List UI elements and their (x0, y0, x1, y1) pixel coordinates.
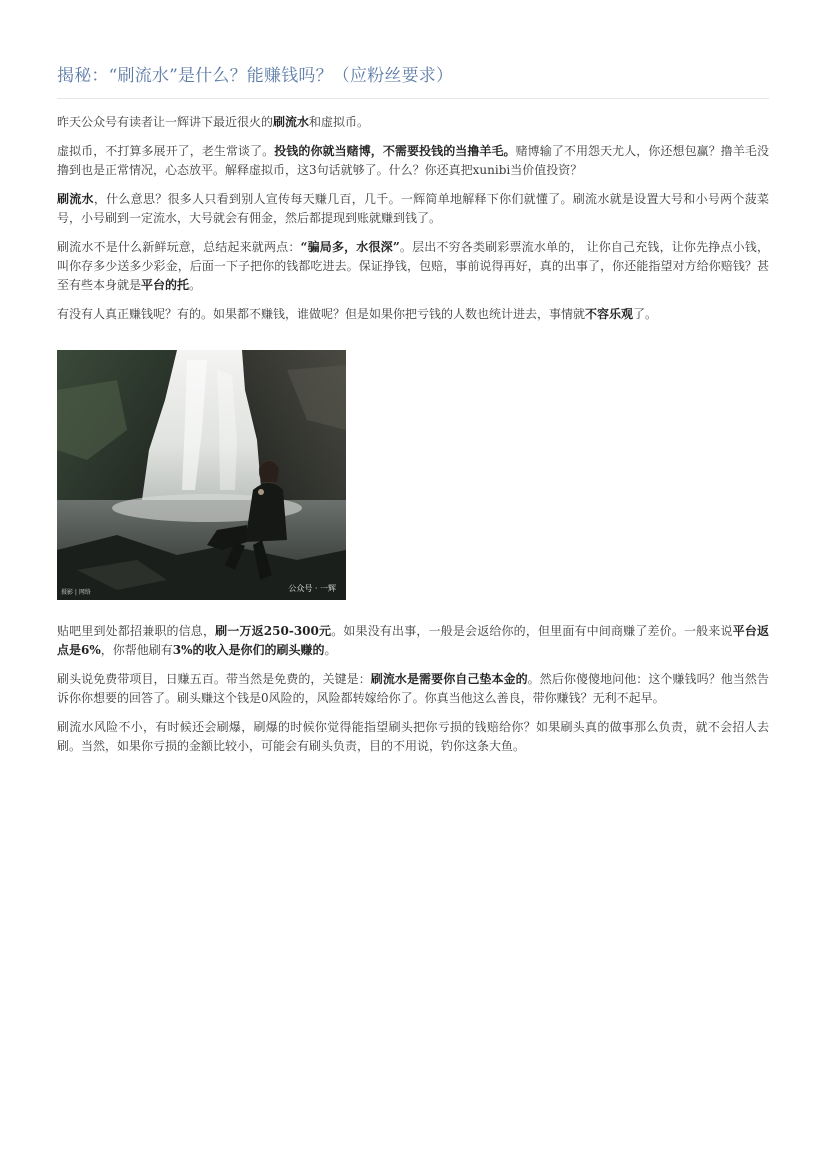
body-text: 贴吧里到处都招兼职的信息， (57, 624, 216, 638)
body-text: 有没有人真正赚钱呢？有的。如果都不赚钱，谁做呢？但是如果你把亏钱的人数也统计进去，事情就 (57, 307, 586, 321)
body-text: 。 (324, 643, 337, 657)
emphasis-text: 投钱的你就当赌博，不需要投钱的当撸羊毛。 (274, 144, 516, 158)
paragraph-risks (57, 718, 769, 756)
body-text: ，什么意思？很多人只看到别人宣传每天赚几百，几千。一辉简单地解释下你们就懂了。刷流水就是设置大号和小号两个菠菜号，小号刷到一定流水，大号就会有佣金，然后都提现到账就赚到钱了。 (57, 192, 769, 225)
paragraph-virtual-currency (57, 142, 769, 180)
paragraph-what-is-brushing (57, 190, 769, 228)
emphasis-text: 不容乐观 (585, 307, 634, 321)
emphasis-text: 刷流水是需要你自己垫本金的 (370, 672, 528, 686)
photo-watermark: 公众号 · 一辉 (288, 584, 336, 593)
emphasis-text: 刷流水 (57, 192, 94, 206)
article-page (57, 0, 769, 756)
body-text: 。然后你傻傻地问他：这个赚钱吗？他当然告诉你你想要的回答了。刷头赚这个钱是0风险的，风险都转嫁给你了。你真当他这么善良，带你赚钱？无利不起早。 (57, 672, 769, 705)
body-text: 刷头说免费带项目，日赚五百。带当然是免费的，关键是： (57, 672, 371, 686)
body-text: 了。 (633, 307, 658, 321)
title-divider (57, 98, 769, 99)
paragraph-intro (57, 113, 769, 132)
emphasis-text: 刷流水 (273, 115, 310, 129)
body-text: 。层出不穷各类刷彩票流水单的， 让你自己充钱，让你先挣点小钱，叫你存多少送多少彩金，后面一下子把你的钱都吃进去。保证挣钱，包赔，事前说得再好，真的出事了，你还能指望对方给你赔钱？甚至有些本身就是 (57, 240, 769, 292)
body-text: 和虚拟币。 (309, 115, 370, 129)
emphasis-text: 平台的托 (141, 278, 190, 292)
body-text: 刷流水不是什么新鲜玩意，总结起来就两点： (57, 240, 301, 254)
emphasis-text: 平台返点是6% (57, 624, 769, 657)
emphasis-text: “骗局多，水很深” (300, 240, 400, 254)
emphasis-text: 刷一万返250-300元 (215, 624, 332, 638)
body-text: 刷流水风险不小，有时候还会刷爆，刷爆的时候你觉得能指望刷头把你亏损的钱赔给你？如果刷头真的做事那么负责，就不会招人去刷。当然，如果你亏损的金额比较小，可能会有刷头负责，目的不用说，钓你这条大鱼。 (57, 720, 769, 753)
paragraph-scams (57, 238, 769, 295)
paragraph-free-project (57, 670, 769, 708)
paragraph-rebates (57, 622, 769, 660)
body-text: 昨天公众号有读者让一辉讲下最近很火的 (57, 115, 274, 129)
paragraph-who-earns (57, 305, 769, 324)
emphasis-text: 3%的收入是你们的刷头赚的 (172, 643, 325, 657)
article-title: 揭秘：“刷流水”是什么？能赚钱吗？（应粉丝要求） (57, 66, 454, 86)
body-text: 。如果没有出事，一般是会返给你的，但里面有中间商赚了差价。一般来说 (331, 624, 733, 638)
photo-credit: 摄影 | 网络 (61, 589, 91, 596)
body-text: 赌博输了不用怨天尤人，你还想包赢？撸羊毛没撸到也是正常情况，心态放平。解释虚拟币，这3句话就够了。什么？你还真把xunibi当价值投资？ (57, 144, 769, 177)
body-text: 。 (189, 278, 202, 292)
body-text: 虚拟币，不打算多展开了，老生常谈了。 (57, 144, 275, 158)
waterfall-photo (57, 350, 346, 600)
body-text: ，你帮他刷有 (100, 643, 173, 657)
